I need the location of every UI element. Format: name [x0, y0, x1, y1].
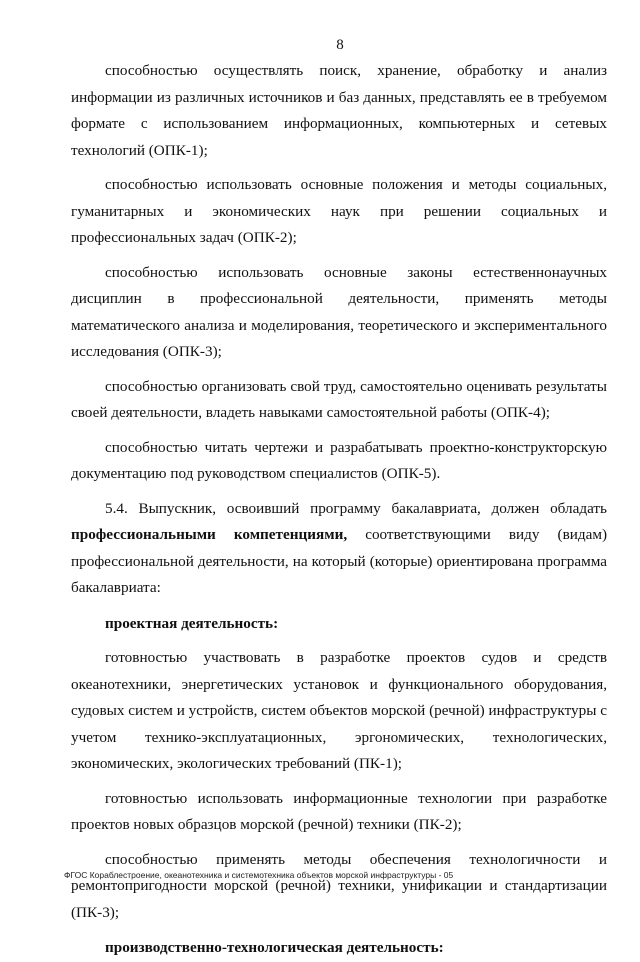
paragraph-section-5-4: [71, 496, 607, 602]
paragraph-pk-3: способностью применять методы обеспечения технологичности и ремонтопригодности морской (речной) техники, унификации и стандартизации (ПК-3);: [71, 850, 607, 921]
paragraph-opk-3: способностью использовать основные законы естественнонаучных дисциплин в профессиональной деятельности, применять методы математического анализа и моделирования, теоретического и экспериментального исследования (ОПК-3);: [71, 263, 607, 360]
paragraph-pk-1: готовностью участвовать в разработке проектов судов и средств океанотехники, энергетических установок и функционального оборудования, судовых систем и устройств, систем объектов морской (речной) инфраструктуры с учетом технико-эксплуатационных, эргономических, технологических, экономических, экологических требований (ПК-1);: [71, 649, 607, 772]
paragraph-opk-1: способностью осуществлять поиск, хранение, обработку и анализ информации из различных источников и баз данных, представлять ее в требуемом формате с использованием информационных, компьютерных и сетевых технологий (ОПК-1);: [71, 62, 607, 159]
paragraph-opk-4: способностью организовать свой труд, самостоятельно оценивать результаты своей деятельности, владеть навыками самостоятельной работы (ОПК-4);: [71, 377, 607, 421]
paragraph-opk-2: способностью использовать основные положения и методы социальных, гуманитарных и экономических наук при решении социальных и профессиональных задач (ОПК-2);: [71, 176, 607, 246]
page-footer: ФГОС Кораблестроение, океанотехника и системотехника объектов морской инфраструктуры - 05: [64, 870, 454, 880]
document-body: [71, 58, 607, 962]
section-5-4-bold-term: профессиональными компетенциями,: [71, 526, 348, 543]
heading-project-activity: проектная деятельность:: [105, 614, 279, 632]
heading-production-activity: производственно-технологическая деятельность:: [105, 939, 444, 956]
page-number: 8: [336, 37, 344, 53]
paragraph-pk-2: готовностью использовать информационные технологии при разработке проектов новых образцов морской (речной) техники (ПК-2);: [71, 789, 607, 833]
section-5-4-intro: 5.4. Выпускник, освоивший программу бакалавриата, должен обладать: [105, 499, 607, 517]
section-5-4-rest: соответствующими виду (видам) профессиональной деятельности, на который (которые) ориентирована программа бакалавриата:: [71, 526, 608, 596]
paragraph-opk-5: способностью читать чертежи и разрабатывать проектно-конструкторскую документацию под руководством специалистов (ОПК-5).: [71, 438, 607, 482]
